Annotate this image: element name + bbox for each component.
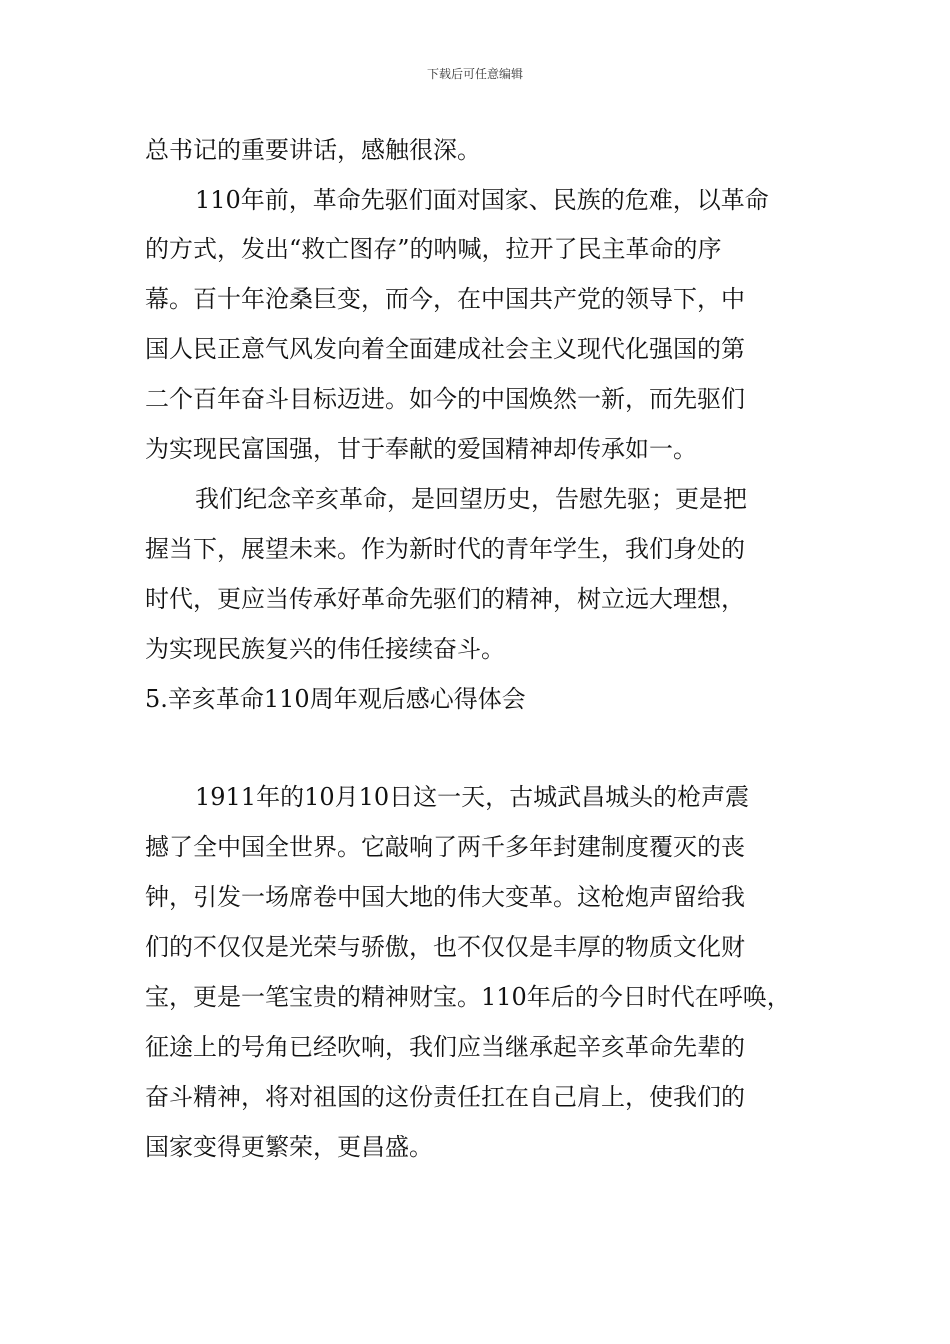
section-heading: 5.辛亥革命110周年观后感心得体会	[145, 685, 526, 713]
text-line: 总书记的重要讲话，感触很深。	[145, 136, 481, 164]
text-line: 宝，更是一笔宝贵的精神财宝。110年后的今日时代在呼唤，	[145, 983, 791, 1011]
text-line: 国家变得更繁荣，更昌盛。	[145, 1133, 433, 1161]
text-line: 撼了全中国全世界。它敲响了两千多年封建制度覆灭的丧	[145, 833, 745, 861]
text-line: 钟，引发一场席卷中国大地的伟大变革。这枪炮声留给我	[145, 883, 745, 911]
paragraph-start: 110年前，革命先驱们面对国家、民族的危难，以革命	[195, 186, 769, 214]
text-line: 征途上的号角已经吹响，我们应当继承起辛亥革命先辈的	[145, 1033, 745, 1061]
text-line: 们的不仅仅是光荣与骄傲，也不仅仅是丰厚的物质文化财	[145, 933, 745, 961]
text-line: 为实现民富国强，甘于奉献的爱国精神却传承如一。	[145, 435, 697, 463]
paragraph-start: 1911年的10月10日这一天，古城武昌城头的枪声震	[195, 783, 750, 811]
text-line: 的方式，发出“救亡图存”的呐喊，拉开了民主革命的序	[145, 235, 722, 263]
text-line: 时代，更应当传承好革命先驱们的精神，树立远大理想，	[145, 585, 745, 613]
text-line: 为实现民族复兴的伟任接续奋斗。	[145, 635, 505, 663]
text-line: 幕。百十年沧桑巨变，而今，在中国共产党的领导下，中	[145, 285, 745, 313]
page-header: 下载后可任意编辑	[426, 67, 523, 81]
paragraph-start: 我们纪念辛亥革命，是回望历史，告慰先驱；更是把	[195, 485, 747, 513]
text-line: 二个百年奋斗目标迈进。如今的中国焕然一新，而先驱们	[145, 385, 745, 413]
text-line: 奋斗精神，将对祖国的这份责任扛在自己肩上，使我们的	[145, 1083, 745, 1111]
text-line: 握当下，展望未来。作为新时代的青年学生，我们身处的	[145, 535, 745, 563]
text-line: 国人民正意气风发向着全面建成社会主义现代化强国的第	[145, 335, 745, 363]
